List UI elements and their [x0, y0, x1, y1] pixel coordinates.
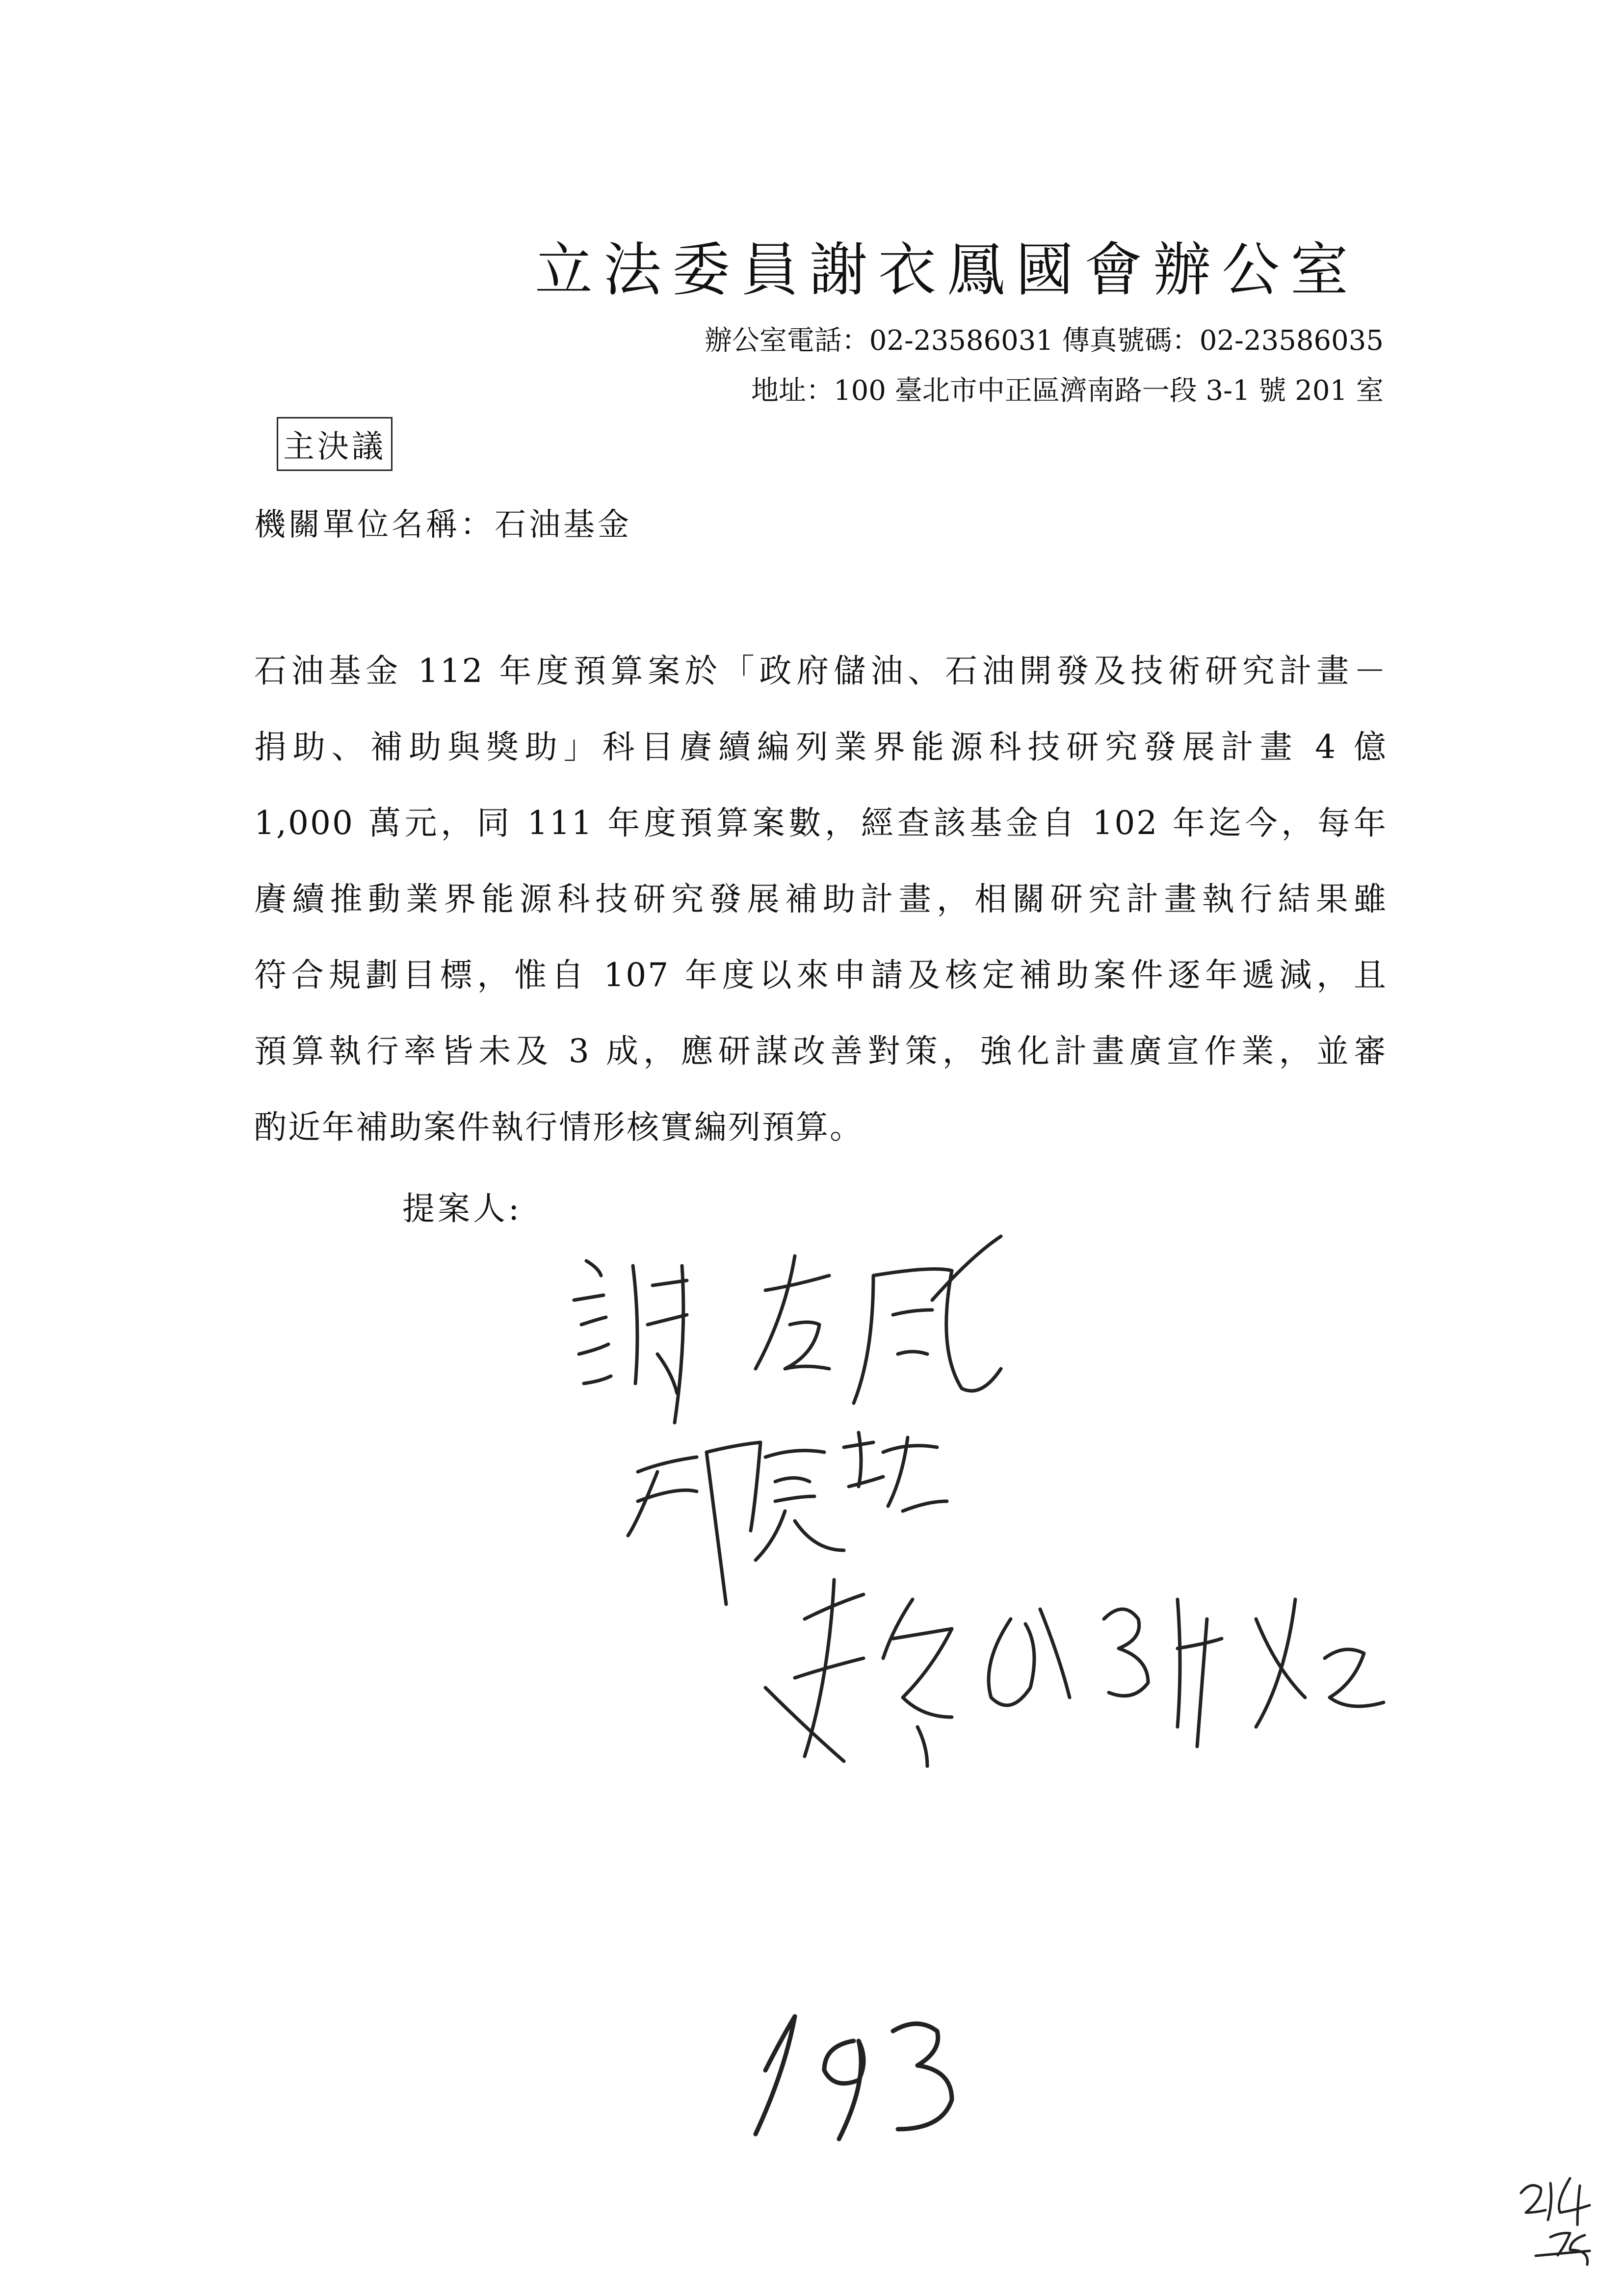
handwritten-corner-numbers — [1521, 2178, 1590, 2265]
office-phone-fax: 辦公室電話：02-23586031 傳真號碼：02-23586035 — [704, 325, 1384, 357]
office-address: 地址：100 臺北市中正區濟南路一段 3-1 號 201 室 — [751, 375, 1384, 407]
body-line: 酌近年補助案件執行情形核實編列預算。 — [254, 1108, 864, 1146]
body-line: 符合規劃目標，惟自 107 年度以來申請及核定補助案件逐年遞減，且 — [254, 956, 1388, 994]
main-resolution-badge: 主決議 — [277, 417, 393, 471]
agency-name: 機關單位名稱：石油基金 — [254, 507, 632, 543]
signature-1 — [574, 1236, 1001, 1423]
handwritten-page-number-193 — [756, 2016, 952, 2139]
body-line: 捐助、補助與獎助」科目賡續編列業界能源科技研究發展計畫 4 億 — [254, 728, 1388, 766]
proposer-label: 提案人: — [402, 1190, 523, 1227]
signature-3 — [765, 1580, 1384, 1766]
body-line: 1,000 萬元，同 111 年度預算案數，經查該基金自 102 年迄今，每年 — [254, 804, 1388, 842]
office-title: 立法委員謝衣鳳國會辦公室 — [535, 236, 1360, 304]
signature-2 — [628, 1433, 947, 1604]
body-line: 石油基金 112 年度預算案於「政府儲油、石油開發及技術研究計畫－ — [254, 652, 1388, 690]
body-line: 預算執行率皆未及 3 成，應研謀改善對策，強化計畫廣宣作業，並審 — [254, 1032, 1388, 1070]
body-line: 賡續推動業界能源科技研究發展補助計畫，相關研究計畫執行結果雖 — [254, 880, 1388, 918]
